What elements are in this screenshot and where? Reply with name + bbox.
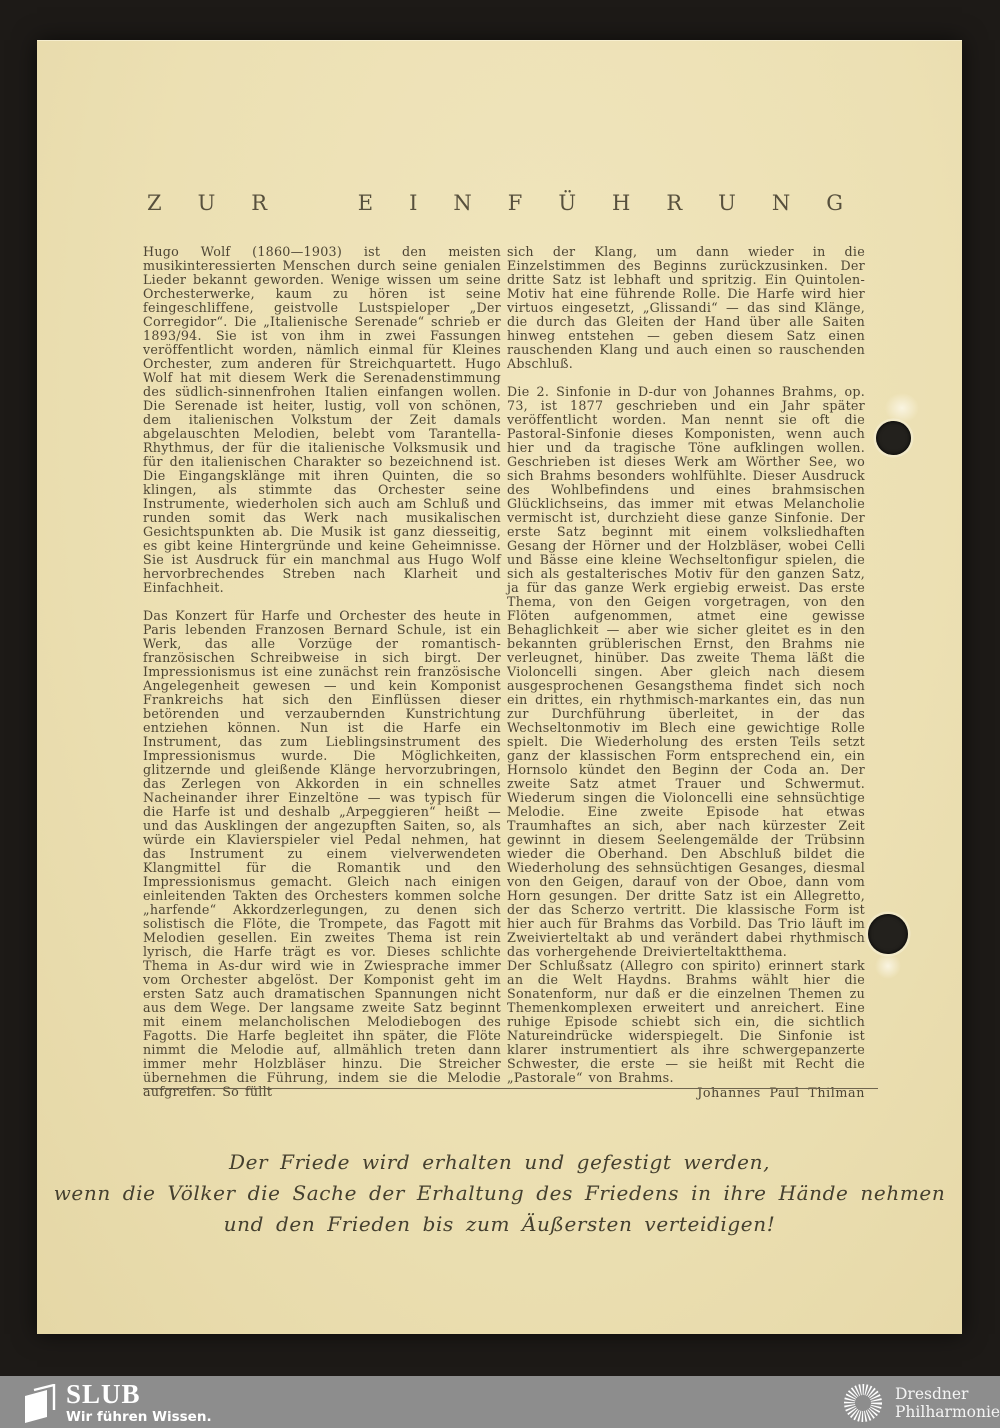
punch-hole-top — [876, 421, 911, 455]
paragraph-hugo-wolf: Hugo Wolf (1860—1903) ist den meisten musikinteressierten Menschen durch seine genialen Lieder bekannt geworden. Wenige wissen um seine Orchesterwerke, kaum zu hören ist seine feingeschliffene, geistvolle Lustspieloper „Der Corregidor“. Die „Italienische Serenade“ schrieb er 1893/94. Sie ist von ihm in zwei Fassungen veröffentlicht worden, nämlich einmal für Kleines Orchester, zum anderen für Streichquartett. Hugo Wolf hat mit diesem Werk die Serenadenstimmung des südlich-sinnenfrohen Italien einfangen wollen. Die Serenade ist heiter, lustig, voll von schönen, dem italienischen Volkstum der Zeit damals abgelauschten Melodien, belebt vom Tarantella-Rhythmus, der für die italienische Volksmusik und für den italienischen Charakter so bezeichnend ist. Die Eingangsklänge mit ihren Quinten, die so klingen, als stimmte das Orchester seine Instrumente, wiederholen sich auch am Schluß und runden somit das Werk nach musikalischen Gesichtspunkten ab. Die Musik ist ganz diesseitig, es gibt keine Hintergründe und keine Geheimnisse. Sie ist Ausdruck für ein manchmal aus Hugo Wolf hervorbrechendes Streben nach Klarheit und Einfachheit. — [143, 244, 501, 595]
slub-tagline: Wir führen Wissen. — [66, 1409, 212, 1425]
punch-hole-bottom — [868, 914, 908, 954]
philharmonie-wordmark: Dresdner Philharmonie — [895, 1385, 1000, 1421]
text-column-right — [507, 245, 865, 1100]
peace-quote — [37, 1147, 962, 1240]
sunburst-icon — [840, 1380, 886, 1426]
quote-line: und den Frieden bis zum Äußersten verteidigen! — [223, 1212, 776, 1236]
author-signature: Johannes Paul Thilman — [697, 1085, 865, 1100]
text-column-left — [143, 245, 501, 1113]
viewer-footer-bar — [0, 1376, 1000, 1428]
open-book-icon — [23, 1384, 57, 1424]
paper-scuff-mark — [885, 393, 919, 423]
paragraph-harfenkonzert: Das Konzert für Harfe und Orchester des heute in Paris lebenden Franzosen Bernard Schule, ist ein Werk, das alle Vorzüge der romantisch-französischen Schreibweise in sich birgt. Der Impressionismus ist eine zunächst rein französische Angelegenheit gewesen — und kein Komponist Frankreichs hat sich den Einflüssen dieser betörenden und verzaubernden Kunstrichtung entziehen können. Nun ist die Harfe ein Instrument, das zum Lieblingsinstrument des Impressionismus wurde. Die Möglichkeiten, glitzernde und gleißende Klänge hervorzubringen, das Zerlegen von Akkorden in ein schnelles Nacheinander ihrer Einzeltöne — was typisch für die Harfe ist und deshalb „Arpeggieren“ heißt — und das Ausklingen der angezupften Saiten, so, als würde ein Klavierspieler viel Pedal nehmen, hat das Instrument zu einem vielverwendeten Klangmittel für die Romantik und den Impressionismus gemacht. Gleich nach einigen einleitenden Takten des Orchesters kommen solche „harfende“ Akkordzerlegungen, zu denen sich solistisch die Flöte, die Trompete, das Fagott mit Melodien gesellen. Ein zweites Thema ist rein lyrisch, die Harfe trägt es vor. Dieses schlichte Thema in As-dur wird wie in Zwiesprache immer vom Orchester abgelöst. Der Komponist geht im ersten Satz auch dramatischen Spannungen nicht aus dem Wege. Der langsame zweite Satz beginnt mit einem melancholischen Melodiebogen des Fagotts. Die Harfe begleitet ihn später, die Flöte nimmt die Melodie auf, allmählich treten dann immer mehr Holzbläser hinzu. Die Streicher übernehmen die Führung, indem sie die Melodie aufgreifen. So füllt — [143, 608, 501, 1099]
page-title: ZUR EINFÜHRUNG — [147, 191, 880, 215]
divider-line — [143, 1088, 878, 1089]
paragraph-harfenkonzert-continued: sich der Klang, um dann wieder in die Einzelstimmen des Beginns zurückzusinken. Der dritte Satz ist lebhaft und spritzig. Ein Quintolen-Motiv hat eine führende Rolle. Die Harfe wird hier virtuos eingesetzt, „Glissandi“ — das sind Klänge, die durch das Gleiten der Hand über alle Saiten hinweg entstehen — geben diesem Satz einen rauschenden Klang und auch einen so rauschenden Abschluß. — [507, 244, 865, 371]
slub-wordmark: SLUB — [66, 1379, 141, 1409]
quote-line: wenn die Völker die Sache der Erhaltung des Friedens in ihre Hände nehmen — [53, 1181, 946, 1205]
program-page — [37, 40, 962, 1334]
quote-line: Der Friede wird erhalten und gefestigt werden, — [228, 1150, 771, 1174]
paper-scuff-mark — [875, 953, 901, 979]
paragraph-schlusssatz: Der Schlußsatz (Allegro con spirito) erinnert stark an die Welt Haydns. Brahms wählt hier die Sonatenform, nur daß er die einzelnen Themen zu Themenkomplexen erweitert und anreichert. Eine ruhige Episode schiebt sich ein, die sichtlich Natureindrücke widerspiegelt. Die Sinfonie ist klarer instrumentiert als ihre schwergepanzerte Schwester, die erste — sie heißt mit Recht die „Pastorale“ von Brahms. — [507, 958, 865, 1085]
dresdner-philharmonie-logo — [840, 1380, 1000, 1426]
paragraph-brahms-sinfonie: Die 2. Sinfonie in D-dur von Johannes Brahms, op. 73, ist 1877 geschrieben und ein Jahr später veröffentlicht worden. Man nennt sie oft die Pastoral-Sinfonie dieses Komponisten, wenn auch hier und da tragische Töne aufklingen wollen. Geschrieben ist dieses Werk am Wörther See, wo sich Brahms besonders wohlfühlte. Dieser Ausdruck des Wohlbefindens und eines brahmsischen Glücklichseins, das immer mit etwas Melancholie vermischt ist, durchzieht diese ganze Sinfonie. Der erste Satz beginnt mit einem volksliedhaften Gesang der Hörner und der Holzbläser, wobei Celli und Bässe eine kleine Wechseltonfigur spielen, die sich als gestalterisches Motiv für den ganzen Satz, ja für das ganze Werk ergiebig erweist. Das erste Thema, von den Geigen vorgetragen, von den Flöten aufgenommen, atmet eine gewisse Behaglichkeit — aber wie sicher gleitet es in den bekannten grüblerischen Ernst, den Brahms nie verleugnet, hinüber. Das zweite Thema läßt die Violoncelli singen. Aber gleich nach diesem ausgesprochenen Gesangsthema findet sich noch ein drittes, ein rhythmisch-markantes ein, das nun zur Durchführung überleitet, in der das Wechseltonmotiv im Blech eine gewichtige Rolle spielt. Die Wiederholung des ersten Teils setzt ganz der klassischen Form entsprechend ein, ein Hornsolo kündet den Beginn der Coda an. Der zweite Satz atmet Trauer und Schwermut. Wiederum singen die Violoncelli eine sehnsüchtige Melodie. Eine zweite Episode hat etwas Traumhaftes an sich, aber nach kürzester Zeit gewinnt in diesem Seelengemälde der Trübsinn wieder die Oberhand. Den Abschluß bildet die Wiederholung des sehnsüchtigen Gesanges, diesmal von den Geigen, darauf von der Oboe, dann vom Horn gesungen. Der dritte Satz ist ein Allegretto, der das Scherzo vertritt. Die klassische Form ist hier auch für Brahms das Vorbild. Das Trio läuft im Zweivierteltakt ab und verändert dabei rhythmisch das vorhergehende Dreivierteltaktthema. — [507, 384, 865, 959]
slub-logo — [23, 1381, 212, 1425]
